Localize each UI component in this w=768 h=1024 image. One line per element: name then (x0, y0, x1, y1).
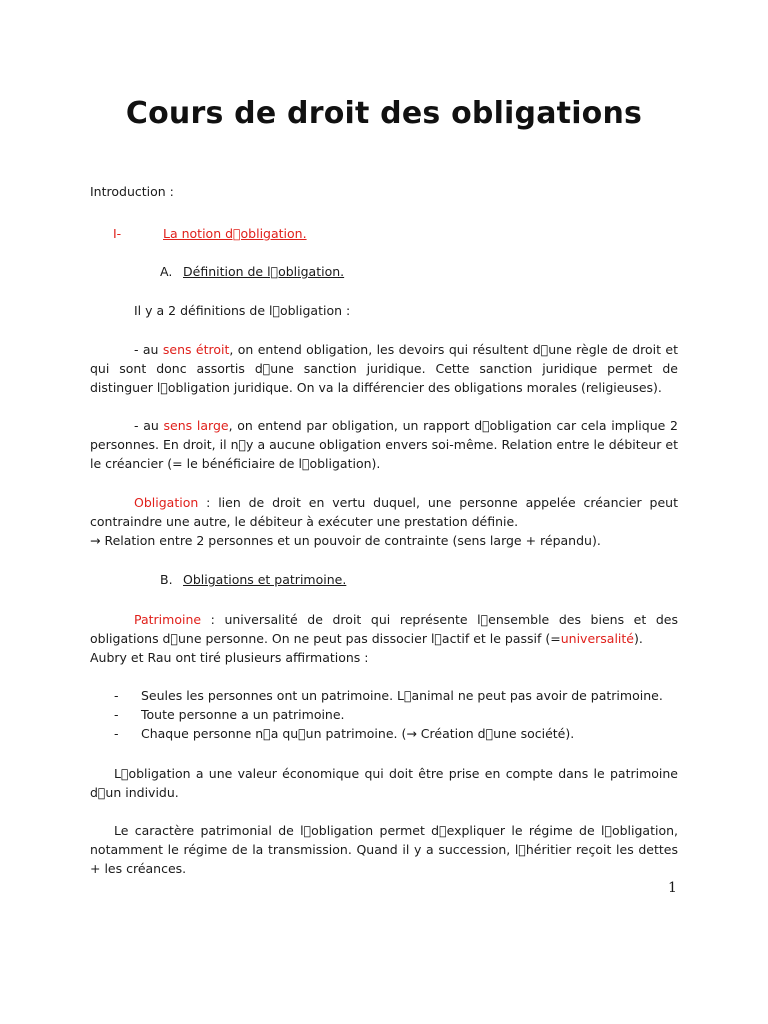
term-patrimoine: Patrimoine (134, 612, 202, 627)
paragraph-sens-etroit (90, 340, 678, 397)
term-obligation: Obligation (134, 495, 199, 510)
subsection-a-letter: A. (160, 264, 173, 279)
bullet-dash: - (114, 726, 119, 741)
paragraph-text: ). (634, 631, 643, 646)
subsection-b-letter: B. (160, 572, 173, 587)
document-title: Cours de droit des obligations (125, 96, 643, 131)
paragraph-text: , on entend obligation, les devoirs qui résultent d une règle de droit et qui sont donc assortis d une sanction juridique. Cette sanction juridique permet de distinguer l obligation juridique. On va la différencier des obligations morales (religieuses). (90, 342, 679, 395)
section-number: I- (113, 226, 122, 241)
paragraph-caractere-patrimonial: Le caractère patrimonial de l obligation permet d expliquer le régime de l obligation, notamment le régime de la transmission. Quand il y a succession, l héritier reçoit les dettes + les créances. (90, 823, 678, 876)
subsection-b-title: Obligations et patrimoine. (183, 572, 347, 587)
paragraph-text: : universalité de droit qui représente l ensemble des biens et des obligations d une personne. On ne peut pas dissocier l actif et le passif (= (90, 612, 678, 646)
term-sens-etroit: sens étroit (162, 342, 230, 357)
definitions-intro: Il y a 2 définitions de l obligation : (134, 303, 351, 318)
paragraph-sens-large (90, 416, 678, 473)
introduction-heading: Introduction : (90, 184, 174, 199)
paragraph-obligation-definition (90, 493, 678, 531)
term-universalite: universalité (560, 631, 634, 646)
paragraph-prefix: - au (134, 418, 164, 433)
paragraph-text: : lien de droit en vertu duquel, une personne appelée créancier peut contraindre une autre, le débiteur à exécuter une prestation définie. (90, 495, 678, 529)
paragraph-valeur-economique: L obligation a une valeur économique qui doit être prise en compte dans le patrimoine d un individu. (90, 766, 678, 800)
paragraph-text: , on entend par obligation, un rapport d obligation car cela implique 2 personnes. En droit, il n y a aucune obligation envers soi-même. Relation entre le débiteur et le créancier (= le bénéficiaire de l obligation). (90, 418, 679, 471)
subsection-a-title: Définition de l obligation. (183, 264, 345, 279)
bullet-item: Seules les personnes ont un patrimoine. L animal ne peut pas avoir de patrimoine. (141, 688, 663, 703)
bullet-dash: - (114, 707, 119, 722)
bullet-item: Toute personne a un patrimoine. (141, 707, 345, 722)
paragraph-patrimoine (90, 610, 678, 648)
term-sens-large: sens large (163, 418, 229, 433)
aubry-rau-line: Aubry et Rau ont tiré plusieurs affirmations : (90, 650, 369, 665)
page-number: 1 (668, 880, 677, 896)
arrow-relation-line: → Relation entre 2 personnes et un pouvoir de contrainte (sens large + répandu). (90, 533, 601, 548)
bullet-dash: - (114, 688, 119, 703)
section-title: La notion d obligation. (163, 226, 307, 241)
paragraph-prefix: - au (134, 342, 163, 357)
bullet-item: Chaque personne n a qu un patrimoine. (→ Création d une société). (141, 726, 575, 741)
